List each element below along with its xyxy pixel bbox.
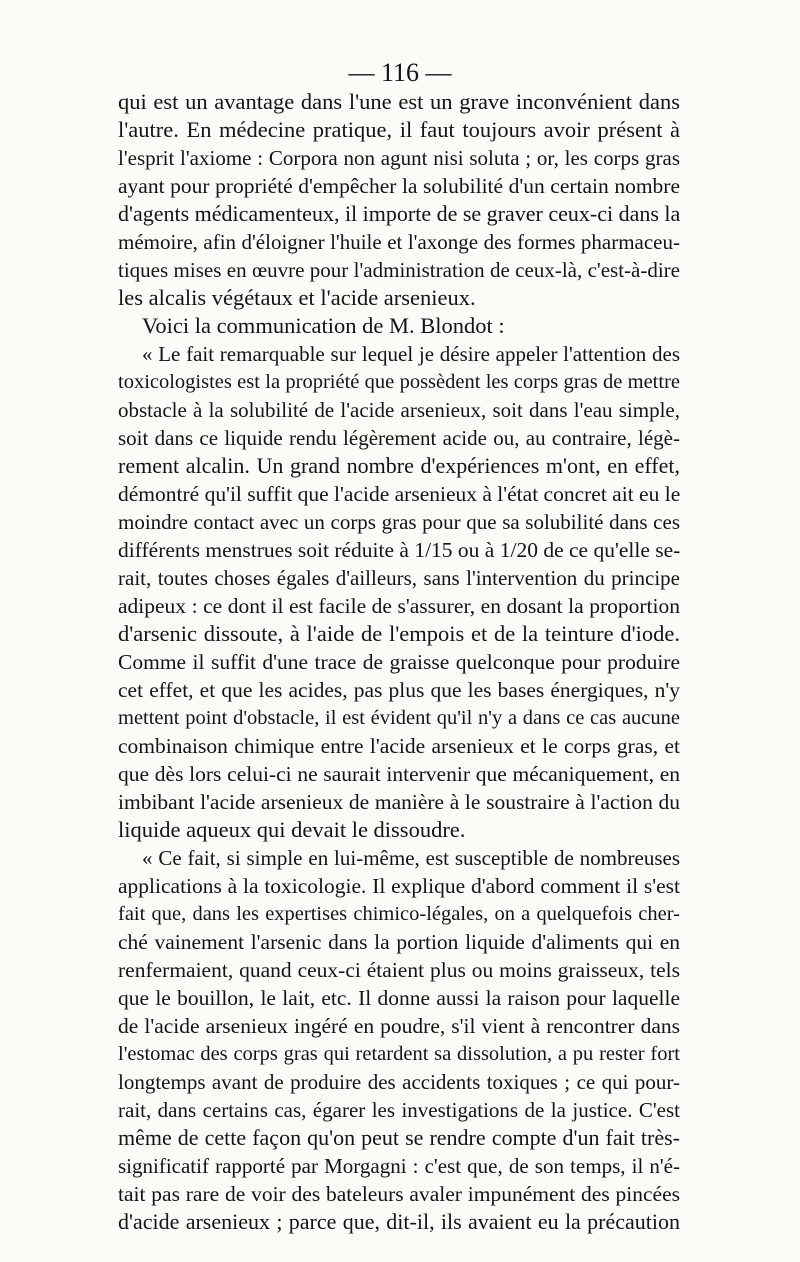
text-line: l'autre. En médecine pratique, il faut toujours avoir présent à (118, 117, 680, 142)
text-line: « Le fait remarquable sur lequel je désire appeler l'attention des (142, 342, 680, 366)
text-line: les alcalis végétaux et l'acide arsenieux. (118, 285, 476, 310)
text-line: adipeux : ce dont il est facile de s'assurer, en dosant la proportion (118, 594, 680, 618)
text-line: d'agents médicamenteux, il importe de se graver ceux-ci dans la (118, 201, 680, 226)
text-line: moindre contact avec un corps gras pour que sa solubilité dans ces (118, 510, 680, 534)
text-line: tait pas rare de voir des bateleurs avaler impunément des pincées (118, 1182, 680, 1206)
text-line: rait, toutes choses égales d'ailleurs, sans l'intervention du principe (118, 566, 680, 590)
text-line: significatif rapporté par Morgagni : c'est que, de son temps, il n'é- (118, 1154, 680, 1178)
body-text (118, 88, 680, 1236)
text-line: rement alcalin. Un grand nombre d'expériences m'ont, en effet, (118, 453, 680, 478)
text-line: imbibant l'acide arsenieux de manière à le soustraire à l'action du (118, 790, 680, 814)
text-line: obstacle à la solubilité de l'acide arsenieux, soit dans l'eau simple, (118, 398, 680, 422)
text-line: combinaison chimique entre l'acide arsenieux et le corps gras, et (118, 734, 680, 758)
text-line: liquide aqueux qui devait le dissoudre. (118, 817, 466, 842)
text-line: rait, dans certains cas, égarer les investigations de la justice. C'est (118, 1098, 680, 1122)
text-line: que le bouillon, le lait, etc. Il donne aussi la raison pour laquelle (118, 986, 680, 1010)
text-line: toxicologistes est la propriété que possèdent les corps gras de mettre (118, 371, 680, 393)
text-line: démontré qu'il suffit que l'acide arsenieux à l'état concret ait eu le (118, 482, 680, 506)
text-line: Voici la communication de M. Blondot : (142, 313, 505, 338)
text-line: renfermaient, quand ceux-ci étaient plus ou moins graisseux, tels (118, 958, 680, 982)
text-line: « Ce fait, si simple en lui-même, est susceptible de nombreuses (142, 846, 680, 870)
text-line: que dès lors celui-ci ne saurait intervenir que mécaniquement, en (118, 762, 680, 786)
text-line: fait que, dans les expertises chimico-légales, on a quelquefois cher- (118, 903, 680, 925)
text-line: cet effet, et que les acides, pas plus que les bases énergiques, n'y (118, 678, 680, 702)
text-line: qui est un avantage dans l'une est un grave inconvénient dans (118, 89, 680, 114)
text-line: mémoire, afin d'éloigner l'huile et l'axonge des formes pharmaceu- (118, 230, 680, 254)
page-number: — 116 — (348, 58, 452, 87)
text-line: même de cette façon qu'on peut se rendre compte d'un fait très- (118, 1125, 680, 1150)
text-line: d'acide arsenieux ; parce que, dit-il, ils avaient eu la précaution (118, 1209, 680, 1234)
text-line: différents menstrues soit réduite à 1/15 ou à 1/20 de ce qu'elle se- (118, 538, 680, 562)
text-line: tiques mises en œuvre pour l'administration de ceux-là, c'est-à-dire (118, 258, 680, 282)
text-line: l'estomac des corps gras qui retardent sa dissolution, a pu rester fort (118, 1043, 680, 1065)
text-line: mettent point d'obstacle, il est évident qu'il n'y a dans ce cas aucune (118, 707, 680, 729)
text-line: l'esprit l'axiome : Corpora non agunt nisi soluta ; or, les corps gras (118, 146, 680, 170)
text-line: ché vainement l'arsenic dans la portion liquide d'aliments qui en (118, 930, 680, 954)
text-line: ayant pour propriété d'empêcher la solubilité d'un certain nombre (118, 174, 680, 198)
text-line: longtemps avant de produire des accidents toxiques ; ce qui pour- (118, 1070, 680, 1094)
text-line: d'arsenic dissoute, à l'aide de l'empois et de la teinture d'iode. (118, 621, 680, 646)
text-line: applications à la toxicologie. Il explique d'abord comment il s'est (118, 874, 680, 898)
text-line: soit dans ce liquide rendu légèrement acide ou, au contraire, légè- (118, 426, 680, 450)
text-line: de l'acide arsenieux ingéré en poudre, s'il vient à rencontrer dans (118, 1014, 680, 1038)
text-line: Comme il suffit d'une trace de graisse quelconque pour produire (118, 650, 680, 674)
